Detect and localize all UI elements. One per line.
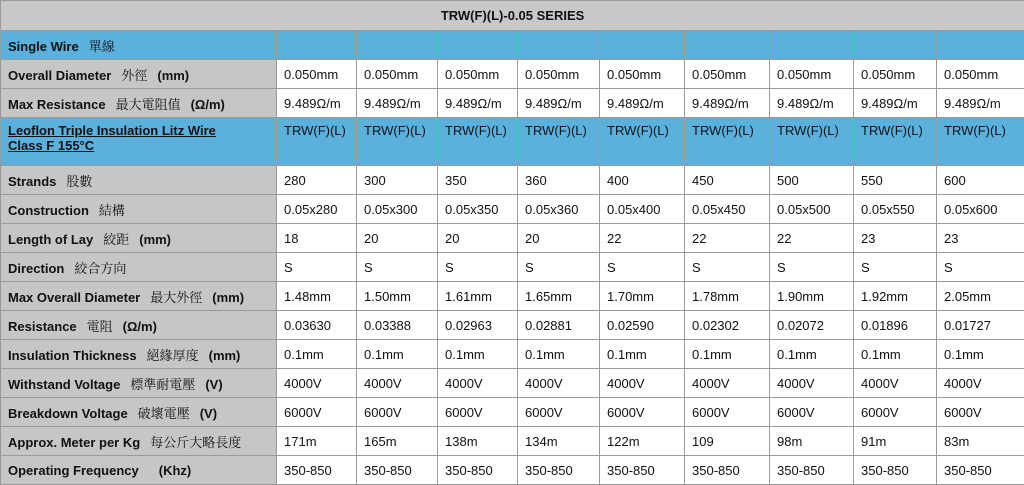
table-cell: 4000V (277, 369, 357, 398)
table-cell: 6000V (770, 398, 854, 427)
breakdown-voltage-label (1, 398, 277, 427)
table-cell: 350-850 (854, 456, 937, 485)
table-cell: 350-850 (685, 456, 770, 485)
table-cell: 0.03630 (277, 311, 357, 340)
table-cell: 0.1mm (438, 340, 518, 369)
model-cell: TRW(F)(L) (770, 118, 854, 166)
table-cell: 9.489Ω/m (438, 89, 518, 118)
table-cell: 0.03388 (357, 311, 438, 340)
table-cell: 0.050mm (770, 60, 854, 89)
table-cell: 23 (937, 224, 1024, 253)
table-cell: 22 (685, 224, 770, 253)
table-cell: 0.1mm (277, 340, 357, 369)
length-of-lay-label (1, 224, 277, 253)
table-cell: 1.48mm (277, 282, 357, 311)
table-cell: 22 (600, 224, 685, 253)
table-cell: 4000V (600, 369, 685, 398)
table-cell: 22 (770, 224, 854, 253)
table-cell: 350 (438, 166, 518, 195)
table-cell: 0.050mm (600, 60, 685, 89)
strands-label (1, 166, 277, 195)
direction-label-zh: 絞合方向 (74, 261, 126, 276)
table-cell: 9.489Ω/m (770, 89, 854, 118)
overall-diameter-row (1, 60, 1024, 89)
table-cell: 6000V (600, 398, 685, 427)
table-cell: 350-850 (277, 456, 357, 485)
table-cell: 0.050mm (518, 60, 600, 89)
table-cell: 0.01896 (854, 311, 937, 340)
table-cell: 0.05x350 (438, 195, 518, 224)
model-cell: TRW(F)(L) (357, 118, 438, 166)
table-cell: 6000V (937, 398, 1024, 427)
table-cell: 9.489Ω/m (937, 89, 1024, 118)
product-label (1, 118, 277, 166)
table-cell: 360 (518, 166, 600, 195)
model-cell: TRW(F)(L) (685, 118, 770, 166)
table-cell: 0.1mm (770, 340, 854, 369)
table-cell: 109 (685, 427, 770, 456)
resistance-label-zh: 電阻 (87, 319, 113, 334)
table-cell: 0.02963 (438, 311, 518, 340)
table-cell: S (770, 253, 854, 282)
table-cell: 0.050mm (937, 60, 1024, 89)
table-cell: S (854, 253, 937, 282)
resistance-label-unit: (Ω/m) (123, 319, 157, 334)
strands-label-zh: 股數 (66, 174, 92, 189)
direction-label-en: Direction (8, 261, 64, 276)
table-cell: 0.01727 (937, 311, 1024, 340)
table-cell: 0.1mm (600, 340, 685, 369)
table-cell: 6000V (685, 398, 770, 427)
table-cell: 1.61mm (438, 282, 518, 311)
table-cell: 4000V (770, 369, 854, 398)
table-cell: 9.489Ω/m (685, 89, 770, 118)
table-cell: 0.050mm (438, 60, 518, 89)
table-cell: 4000V (357, 369, 438, 398)
table-cell: 0.02590 (600, 311, 685, 340)
table-cell: 0.050mm (357, 60, 438, 89)
table-cell: 9.489Ω/m (357, 89, 438, 118)
table-cell: 280 (277, 166, 357, 195)
table-cell: 0.02302 (685, 311, 770, 340)
table-cell: 4000V (937, 369, 1024, 398)
insulation-thickness-label (1, 340, 277, 369)
table-cell: 0.050mm (277, 60, 357, 89)
table-cell: 1.70mm (600, 282, 685, 311)
table-cell: 9.489Ω/m (854, 89, 937, 118)
insulation-thickness-label-zh: 絕緣厚度 (147, 348, 199, 363)
length-of-lay-label-en: Length of Lay (8, 232, 93, 247)
title-row (1, 1, 1024, 31)
table-cell: 0.05x300 (357, 195, 438, 224)
table-cell: 9.489Ω/m (600, 89, 685, 118)
table-cell: 165m (357, 427, 438, 456)
table-cell: S (600, 253, 685, 282)
max-resistance-label-zh: 最大電阻值 (116, 97, 181, 112)
table-cell: 0.05x450 (685, 195, 770, 224)
max-resistance-row (1, 89, 1024, 118)
model-cell: TRW(F)(L) (438, 118, 518, 166)
table-cell: 1.50mm (357, 282, 438, 311)
breakdown-voltage-label-zh: 破壞電壓 (138, 406, 190, 421)
operating-frequency-label (1, 456, 277, 485)
max-resistance-label-en: Max Resistance (8, 97, 106, 112)
construction-label-en: Construction (8, 203, 89, 218)
construction-label-zh: 結構 (99, 203, 125, 218)
max-overall-diameter-row (1, 282, 1024, 311)
resistance-label (1, 311, 277, 340)
operating-frequency-label-unit: (Khz) (159, 463, 192, 478)
table-cell: 1.92mm (854, 282, 937, 311)
table-cell: 0.05x500 (770, 195, 854, 224)
max-resistance-label (1, 89, 277, 118)
table-cell: 0.050mm (854, 60, 937, 89)
insulation-thickness-label-unit: (mm) (209, 348, 241, 363)
insulation-thickness-label-en: Insulation Thickness (8, 348, 137, 363)
approx-meter-per-kg-label-en: Approx. Meter per Kg (8, 435, 140, 450)
table-cell: 6000V (438, 398, 518, 427)
table-cell: 0.02072 (770, 311, 854, 340)
table-cell: 0.05x550 (854, 195, 937, 224)
max-resistance-label-unit: (Ω/m) (191, 97, 225, 112)
table-cell: 98m (770, 427, 854, 456)
table-cell: 0.1mm (685, 340, 770, 369)
max-overall-diameter-label-en: Max Overall Diameter (8, 290, 140, 305)
table-cell: 0.05x360 (518, 195, 600, 224)
table-title: TRW(F)(L)-0.05 SERIES (1, 1, 1024, 31)
table-cell: 23 (854, 224, 937, 253)
table-cell: 6000V (277, 398, 357, 427)
overall-diameter-label (1, 60, 277, 89)
withstand-voltage-row (1, 369, 1024, 398)
table-cell: 83m (937, 427, 1024, 456)
product-link[interactable] (8, 123, 216, 153)
table-cell: 400 (600, 166, 685, 195)
table-cell: S (277, 253, 357, 282)
max-overall-diameter-label-unit: (mm) (212, 290, 244, 305)
table-cell: 4000V (685, 369, 770, 398)
table-cell: S (937, 253, 1024, 282)
resistance-label-en: Resistance (8, 319, 77, 334)
table-cell: 20 (357, 224, 438, 253)
breakdown-voltage-row (1, 398, 1024, 427)
table-cell: 350-850 (770, 456, 854, 485)
model-cell: TRW(F)(L) (518, 118, 600, 166)
table-cell: 300 (357, 166, 438, 195)
table-cell: 9.489Ω/m (277, 89, 357, 118)
single-wire-label (1, 31, 277, 60)
length-of-lay-label-zh: 絞距 (103, 232, 129, 247)
table-cell: 4000V (854, 369, 937, 398)
table-cell: S (357, 253, 438, 282)
table-cell: 0.02881 (518, 311, 600, 340)
table-cell: 350-850 (438, 456, 518, 485)
table-cell: 171m (277, 427, 357, 456)
table-cell: 1.65mm (518, 282, 600, 311)
table-cell: 138m (438, 427, 518, 456)
breakdown-voltage-label-unit: (V) (200, 406, 217, 421)
table-cell: 0.1mm (357, 340, 438, 369)
length-of-lay-row (1, 224, 1024, 253)
approx-meter-per-kg-label (1, 427, 277, 456)
operating-frequency-row (1, 456, 1024, 485)
table-cell: 6000V (357, 398, 438, 427)
overall-diameter-label-unit: (mm) (157, 68, 189, 83)
insulation-thickness-row (1, 340, 1024, 369)
model-cell: TRW(F)(L) (600, 118, 685, 166)
table-cell: 6000V (854, 398, 937, 427)
withstand-voltage-label-unit: (V) (205, 377, 222, 392)
table-cell: 9.489Ω/m (518, 89, 600, 118)
table-cell: 18 (277, 224, 357, 253)
operating-frequency-label-en: Operating Frequency (8, 463, 139, 478)
table-cell: 600 (937, 166, 1024, 195)
product-name-line2: Class F 155°C (8, 138, 94, 153)
length-of-lay-label-unit: (mm) (139, 232, 171, 247)
construction-row (1, 195, 1024, 224)
approx-meter-per-kg-row (1, 427, 1024, 456)
table-cell: 0.1mm (518, 340, 600, 369)
direction-label (1, 253, 277, 282)
product-name-line1: Leoflon Triple Insulation Litz Wire (8, 123, 216, 138)
table-cell: 350-850 (518, 456, 600, 485)
single-wire-label-en: Single Wire (8, 39, 79, 54)
table-cell: 4000V (518, 369, 600, 398)
table-cell: 350-850 (937, 456, 1024, 485)
table-cell: 550 (854, 166, 937, 195)
max-overall-diameter-label-zh: 最大外徑 (150, 290, 202, 305)
table-cell: 91m (854, 427, 937, 456)
table-cell: 0.05x280 (277, 195, 357, 224)
overall-diameter-label-zh: 外徑 (121, 68, 147, 83)
table-cell: 0.05x600 (937, 195, 1024, 224)
table-cell: S (438, 253, 518, 282)
table-cell: 20 (438, 224, 518, 253)
withstand-voltage-label-en: Withstand Voltage (8, 377, 120, 392)
table-cell: S (685, 253, 770, 282)
table-cell: 0.050mm (685, 60, 770, 89)
table-cell: 500 (770, 166, 854, 195)
table-cell: 1.78mm (685, 282, 770, 311)
overall-diameter-label-en: Overall Diameter (8, 68, 111, 83)
table-cell: 1.90mm (770, 282, 854, 311)
table-cell: 2.05mm (937, 282, 1024, 311)
resistance-row (1, 311, 1024, 340)
max-overall-diameter-label (1, 282, 277, 311)
model-cell: TRW(F)(L) (277, 118, 357, 166)
table-cell: 4000V (438, 369, 518, 398)
table-cell: 450 (685, 166, 770, 195)
strands-label-en: Strands (8, 174, 56, 189)
direction-row (1, 253, 1024, 282)
withstand-voltage-label-zh: 標準耐電壓 (130, 377, 195, 392)
product-row (1, 118, 1024, 166)
construction-label (1, 195, 277, 224)
approx-meter-per-kg-label-zh: 每公斤大略長度 (150, 435, 241, 450)
table-cell: S (518, 253, 600, 282)
table-cell: 134m (518, 427, 600, 456)
table-cell: 6000V (518, 398, 600, 427)
table-cell: 122m (600, 427, 685, 456)
model-cell: TRW(F)(L) (937, 118, 1024, 166)
single-wire-label-zh: 單線 (89, 39, 115, 54)
single-wire-row (1, 31, 1024, 60)
withstand-voltage-label (1, 369, 277, 398)
table-cell: 0.1mm (854, 340, 937, 369)
table-cell: 350-850 (357, 456, 438, 485)
table-cell: 0.05x400 (600, 195, 685, 224)
model-cell: TRW(F)(L) (854, 118, 937, 166)
table-cell: 0.1mm (937, 340, 1024, 369)
breakdown-voltage-label-en: Breakdown Voltage (8, 406, 128, 421)
table-cell: 20 (518, 224, 600, 253)
table-cell: 350-850 (600, 456, 685, 485)
strands-row (1, 166, 1024, 195)
